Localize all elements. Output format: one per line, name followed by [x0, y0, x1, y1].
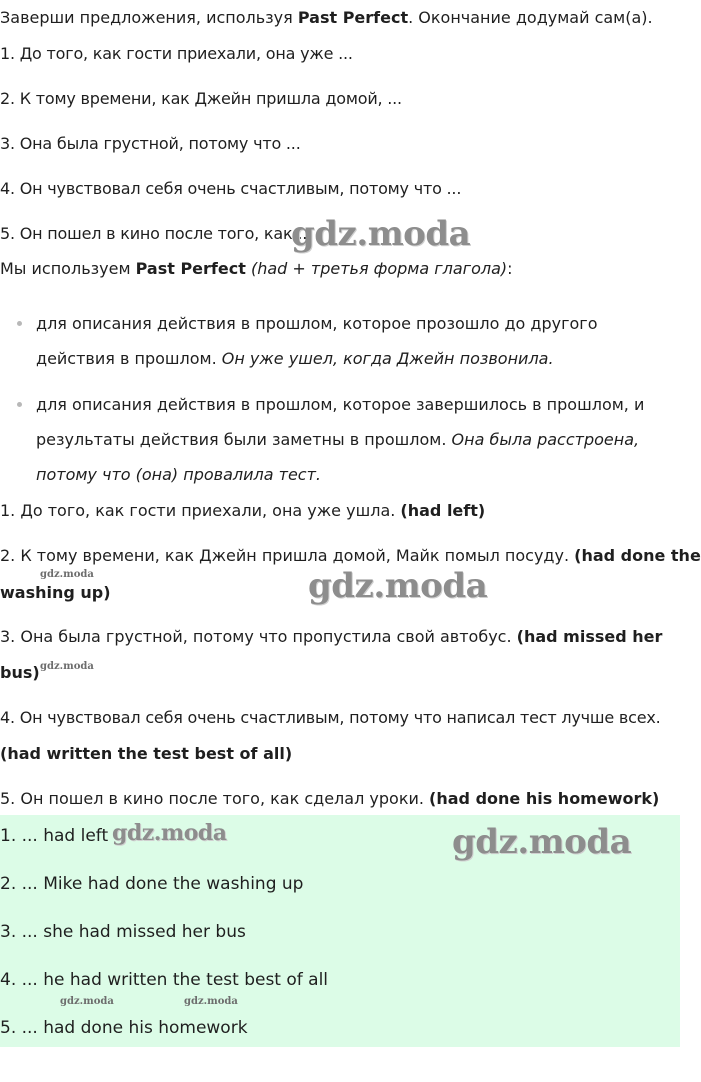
watermark-logo: gdz.moda: [452, 822, 632, 862]
watermark-logo: gdz.moda: [184, 996, 238, 1007]
bullet-dot: [17, 402, 22, 407]
solution-3: 3. Она была грустной, потому что пропустила свой автобус. (had missed her: [0, 627, 663, 646]
exercise-item-4: 4. Он чувствовал себя очень счастливым, потому что ...: [0, 179, 462, 198]
rule-heading: Мы используем Past Perfect (had + третья форма глагола):: [0, 259, 513, 278]
rule-bullet-2: для описания действия в прошлом, которое завершилось в прошлом, и результаты действия были заметны в прошлом. Она была расстроена, потому что (она) провалила тест.: [36, 395, 645, 484]
answer-4: 4. ... he had written the test best of all: [0, 970, 329, 990]
solution-4-cont: (had written the test best of all): [0, 744, 293, 763]
answer-2: 2. ... Mike had done the washing up: [0, 874, 304, 894]
exercise-item-3: 3. Она была грустной, потому что ...: [0, 134, 301, 153]
watermark-logo: gdz.moda: [40, 661, 94, 672]
exercise-item-1: 1. До того, как гости приехали, она уже ...: [0, 44, 353, 63]
exercise-item-2: 2. К тому времени, как Джейн пришла домой, ...: [0, 89, 402, 108]
answer-3: 3. ... she had missed her bus: [0, 922, 246, 942]
rule-bullet-1: для описания действия в прошлом, которое прозошло до другого действия в прошлом. Он уже ушел, когда Джейн позвонила.: [36, 314, 598, 368]
watermark-logo: gdz.moda: [308, 566, 488, 606]
solution-3-cont: bus): [0, 663, 40, 682]
bullet-dot: [17, 321, 22, 326]
exercise-item-5: 5. Он пошел в кино после того, как ...: [0, 224, 313, 243]
task-heading: Заверши предложения, используя Past Perfect. Окончание додумай сам(а).: [0, 8, 653, 27]
solution-2-cont: washing up): [0, 583, 111, 602]
answer-1: 1. ... had left: [0, 826, 109, 846]
watermark-logo: gdz.moda: [291, 214, 471, 254]
solution-4: 4. Он чувствовал себя очень счастливым, потому что написал тест лучше всех.: [0, 708, 661, 727]
watermark-logo: gdz.moda: [112, 820, 227, 846]
solution-5: 5. Он пошел в кино после того, как сделал уроки. (had done his homework): [0, 789, 660, 808]
answer-5: 5. ... had done his homework: [0, 1018, 248, 1038]
watermark-logo: gdz.moda: [40, 569, 94, 580]
solution-1: 1. До того, как гости приехали, она уже ушла. (had left): [0, 501, 486, 520]
watermark-logo: gdz.moda: [60, 996, 114, 1007]
solution-2: 2. К тому времени, как Джейн пришла домой, Майк помыл посуду. (had done the: [0, 546, 701, 565]
